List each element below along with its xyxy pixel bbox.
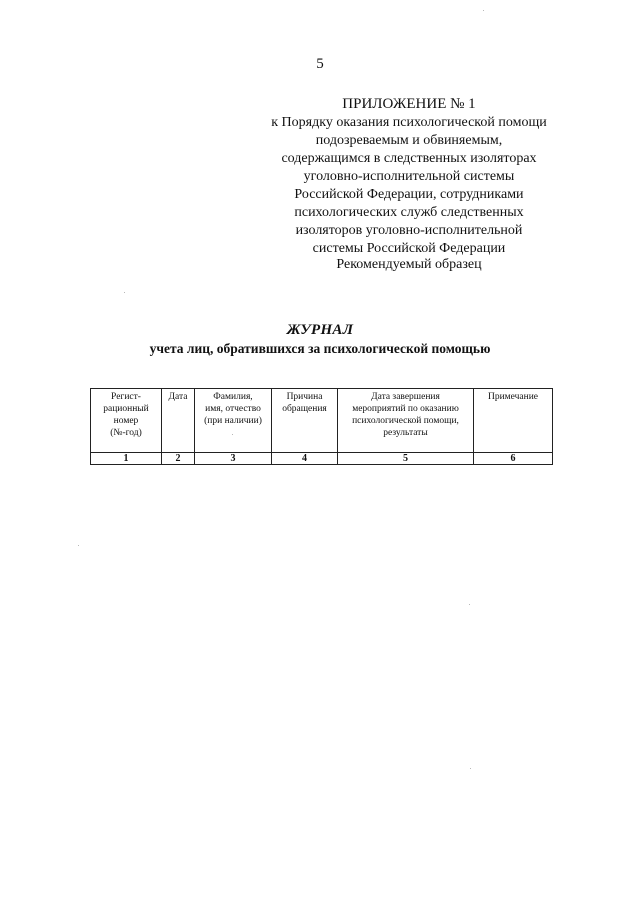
- header-line: рационный: [103, 404, 149, 414]
- table-column-numbers-row: [91, 453, 553, 465]
- scan-speck: [124, 292, 125, 293]
- scan-speck: [483, 10, 484, 11]
- journal-title: ЖУРНАЛ: [286, 322, 354, 338]
- header-line: Примечание: [487, 392, 539, 402]
- header-line: Регист-: [111, 392, 141, 402]
- header-line: номер: [113, 416, 139, 426]
- scan-speck: [78, 545, 79, 546]
- header-line: результаты: [383, 428, 428, 438]
- column-number: 2: [162, 453, 195, 465]
- header-line: Причина: [286, 392, 323, 402]
- appendix-line: психологических служб следственных: [294, 205, 524, 220]
- page-number: 5: [316, 56, 324, 72]
- table-header-row: [91, 389, 553, 453]
- table-header-full-name: [195, 389, 272, 453]
- header-line: обращения: [282, 404, 327, 414]
- header-line: (при наличии): [204, 416, 262, 426]
- journal-table: [90, 388, 553, 465]
- header-line: Дата завершения: [371, 392, 440, 402]
- appendix-line: Российской Федерации, сотрудниками: [294, 187, 524, 202]
- scan-speck: [470, 768, 471, 769]
- column-number: 6: [474, 453, 553, 465]
- table-header-completion-date: [338, 389, 474, 453]
- appendix-line: содержащимся в следственных изоляторах: [281, 151, 537, 166]
- column-number: 5: [338, 453, 474, 465]
- column-number: 4: [272, 453, 338, 465]
- appendix-line: к Порядку оказания психологической помощи: [271, 115, 547, 130]
- appendix-block: [250, 95, 568, 258]
- column-number: 1: [91, 453, 162, 465]
- table-header-registration-number: [91, 389, 162, 453]
- table-header-note: [474, 389, 553, 453]
- table-header-reason: [272, 389, 338, 453]
- header-line: психологической помощи,: [352, 416, 459, 426]
- scan-speck: [469, 604, 470, 605]
- table-header-date: [162, 389, 195, 453]
- appendix-title: ПРИЛОЖЕНИЕ № 1: [342, 96, 476, 112]
- column-number: 3: [195, 453, 272, 465]
- header-line: (№-год): [110, 428, 142, 438]
- scan-speck: [232, 434, 233, 435]
- header-line: имя, отчество: [205, 404, 261, 414]
- appendix-line: изоляторов уголовно-исполнительной: [295, 223, 523, 238]
- journal-subtitle: учета лиц, обратившихся за психологической помощью: [149, 341, 491, 356]
- header-line: мероприятий по оказанию: [352, 404, 459, 414]
- appendix-line: подозреваемым и обвиняемым,: [315, 133, 503, 148]
- header-line: Фамилия,: [213, 392, 253, 402]
- header-line: Дата: [168, 392, 188, 402]
- appendix-line: системы Российской Федерации: [312, 241, 506, 256]
- appendix-line: уголовно-исполнительной системы: [303, 169, 515, 184]
- sample-label: Рекомендуемый образец: [336, 257, 482, 272]
